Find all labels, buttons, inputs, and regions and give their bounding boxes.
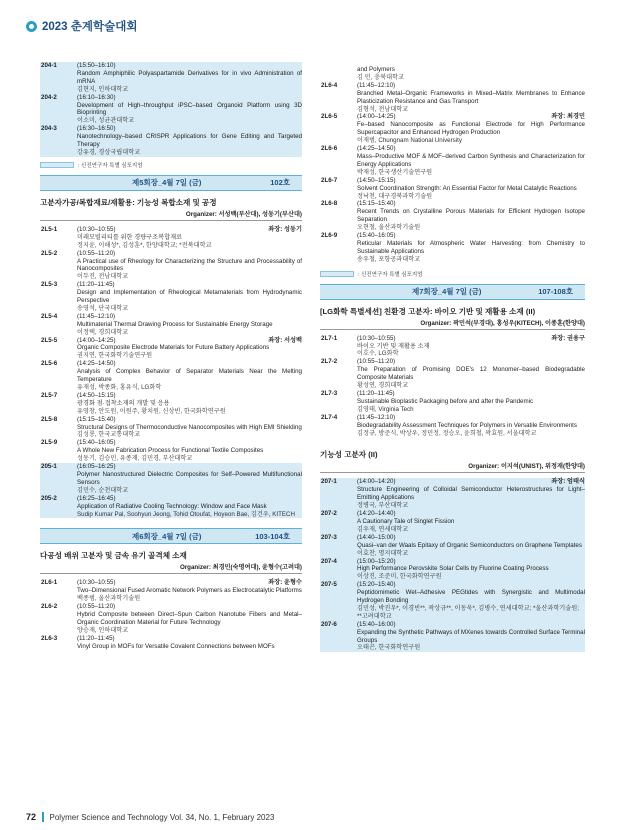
entry-time: (11:45–12:10) — [357, 81, 396, 89]
entry-body — [357, 534, 585, 558]
entry-time-row — [77, 495, 302, 503]
entry-time: (14:00–14:25) — [357, 113, 396, 121]
entry-authors: 오현철, 울산과학기술원 — [357, 224, 421, 232]
entry-code: 2L5-9 — [41, 439, 58, 447]
entry-title: Expanding the Synthetic Pathways of MXenes towards Controlled Surface Terminal Groups — [357, 628, 585, 644]
session-5-entries — [40, 226, 302, 519]
session-band-7 — [320, 284, 585, 300]
entry-code: 207-3 — [321, 533, 337, 541]
entry-code: 2L5-7 — [41, 391, 58, 399]
entry-code: 2L6-2 — [41, 603, 58, 611]
entry-time: (11:45–12:10) — [77, 312, 116, 320]
entry-time-row — [77, 281, 302, 289]
entry-title: Analysis of Complex Behavior of Separator Materials Near the Melting Temperature — [77, 368, 302, 384]
entry-time-row — [357, 534, 585, 542]
entry-code: 2L6-7 — [321, 176, 338, 184]
entry-body — [357, 200, 585, 232]
entry-authors: 김민성, 박진우*, 이경빈**, 곽상규**, 이동욱*, 김병수, 연세대학교; *울산과학기술원; **고려대학교 — [357, 604, 579, 620]
entry-title: 미래모빌리티를 위한 경량구조복합재료 — [77, 233, 183, 241]
entry-time: (15:20–15:40) — [357, 581, 396, 589]
entry-title: Multimaterial Thermal Drawing Process for Sustainable Energy Storage — [77, 320, 273, 328]
entry-authors: 황성연, 경희대학교 — [357, 382, 409, 390]
band-title: 제7회장_4월 7일 (금) — [412, 287, 482, 297]
session-organizer: Organizer: 곽민석(부경대), 홍성우(KITECH), 이종훈(한양대) — [320, 318, 585, 330]
entry-time: (16:25–16:45) — [77, 494, 116, 502]
program-entry — [320, 232, 585, 264]
entry-code: 2L5-2 — [41, 249, 58, 257]
program-entry — [320, 82, 585, 114]
entry-title: Mass–Productive MOF & MOF–derived Carbon Synthesis and Characterization for Energy Applications — [357, 152, 585, 168]
entry-body — [357, 145, 585, 177]
entry-title: Organic Composite Electrode Materials for Future Battery Applications — [77, 344, 270, 352]
entry-time: (15:40–16:05) — [77, 439, 116, 447]
entry-authors: 정병국, 부산대학교 — [357, 502, 409, 510]
entry-authors: 김성룡, 한국교통대학교 — [77, 431, 141, 439]
program-entry — [40, 360, 302, 392]
program-entry — [320, 335, 585, 359]
entry-title: Nanotechnology–based CRISPR Applications for Gene Editing and Targeted Therapy — [77, 133, 302, 149]
entry-body — [357, 621, 585, 653]
entry-authors: 김현지, 인하대학교 — [77, 85, 129, 93]
session-title: 고분자가공/복합재료/재활용: 기능성 복합소재 및 공정 — [40, 197, 217, 207]
legend-swatch — [40, 162, 74, 168]
entry-time: (15:50–16:10) — [77, 62, 116, 69]
entry-title: Polymer Nanostructured Dielectric Composites for Self–Powered Multifunctional Sensors — [77, 470, 302, 486]
entry-authors: 이상진, 조준미, 한국화학연구원 — [357, 573, 442, 581]
entry-body — [77, 392, 302, 416]
entry-code: 207-5 — [321, 581, 337, 589]
entry-time-row — [77, 360, 302, 368]
entry-code: 2L5-1 — [41, 225, 58, 233]
entry-time-row — [77, 62, 302, 70]
entry-body — [357, 66, 585, 82]
entry-code: 2L6-9 — [321, 232, 338, 240]
entry-authors: 김형석, 전남대학교 — [357, 105, 409, 113]
entry-title: Peptidomimetic Wet–Adhesive PEGtides with Synergistic and Multimodal Hydrogen Bonding — [357, 589, 585, 605]
program-entry — [40, 125, 302, 157]
entry-authors: 유재성, 박종화, 홍유식, LG화학 — [77, 384, 162, 391]
entry-time-row — [357, 113, 585, 121]
entry-time-row — [77, 439, 302, 447]
program-entry — [40, 635, 302, 651]
entry-time-row — [357, 335, 585, 343]
entry-time: (11:20–11:45) — [77, 281, 115, 289]
entry-code: 207-6 — [321, 620, 337, 628]
entry-time-row — [77, 94, 302, 102]
entry-authors: 성동기, 김승민, 유종재, 김민경, 부산대학교 — [77, 455, 193, 463]
entry-time: (10:55–11:20) — [77, 603, 116, 611]
entry-body — [357, 358, 585, 390]
entry-time: (15:40–16:05) — [357, 232, 396, 240]
entry-code: 207-2 — [321, 510, 337, 518]
program-entry — [320, 390, 585, 414]
entry-time: (16:05–16:25) — [77, 463, 116, 471]
session-chair: 좌장: 윤형수 — [268, 579, 302, 587]
entry-code: 2L6-6 — [321, 145, 338, 153]
entry-time-row — [357, 621, 585, 629]
legend-label: : 신진연구자 특별 심포지엄 — [358, 271, 423, 278]
entry-time-row — [357, 390, 585, 398]
entry-body — [357, 414, 585, 438]
entry-body — [357, 177, 585, 201]
entry-title: Sustainable Bioplastic Packaging before and after the Pandemic — [357, 397, 534, 405]
session-chair: 좌장: 엄태식 — [551, 478, 585, 486]
entry-code: 2L7-3 — [321, 390, 338, 397]
entry-authors: 이효찬, 명지대학교 — [357, 549, 409, 557]
entry-body — [77, 463, 302, 495]
entry-time: (16:10–16:30) — [77, 93, 116, 101]
session-title: 기능성 고분자 (II) — [320, 450, 378, 460]
entry-time-row — [77, 337, 302, 345]
entry-time: (14:40–15:00) — [357, 533, 396, 541]
program-entry — [40, 603, 302, 635]
session-title: [LG화학 특별세션] 친환경 고분자: 바이오 기반 및 재활용 소재 (II) — [320, 306, 536, 316]
entry-title: Random Amphiphilic Polyaspartamide Derivatives for in vivo Administration of mRNA — [77, 69, 302, 85]
band-rooms: 103-104호 — [255, 531, 290, 541]
program-entry — [320, 414, 585, 438]
entry-code: 207-1 — [321, 478, 337, 486]
entry-code: 2L6-8 — [321, 200, 338, 208]
session-chair: 좌장: 권용구 — [551, 334, 585, 342]
program-entry — [320, 534, 585, 558]
entry-title: Branched Metal–Organic Frameworks in Mixed–Matrix Membranes to Enhance Plasticization Resistance and Gas Transport — [357, 89, 585, 105]
entry-body — [357, 581, 585, 621]
entry-body — [77, 416, 302, 440]
session-chair: 좌장: 성동기 — [268, 225, 302, 233]
entry-code: 207-4 — [321, 557, 337, 565]
program-entry — [40, 250, 302, 282]
entry-time: (14:50–15:15) — [77, 391, 116, 399]
entry-authors: 송우철, 포항공과대학교 — [357, 255, 421, 263]
program-entry — [40, 495, 302, 519]
legend-swatch — [320, 271, 354, 277]
entry-time-row — [77, 635, 302, 643]
entry-code: 2L6-3 — [41, 634, 58, 642]
entry-authors: 강유경, 경상국립대학교 — [77, 148, 141, 156]
entry-title: Structure Engineering of Colloidal Semiconductor Heterostructures for Light–Emitting Applications — [357, 486, 585, 502]
entry-body — [357, 390, 585, 414]
top-entries — [40, 62, 302, 157]
entry-body — [77, 313, 302, 337]
entry-body — [77, 94, 302, 126]
entry-time: (15:15–15:40) — [77, 415, 116, 423]
session-7b-entries — [320, 478, 585, 652]
entry-time: (11:20–11:45) — [77, 634, 115, 642]
entry-time-row — [77, 250, 302, 258]
legend — [40, 161, 302, 169]
entry-authors: 권지연, 한국화학기술연구원 — [77, 352, 153, 360]
entry-title: Reticular Materials for Atmospheric Water Harvesting: from Chemistry to Sustainable Applications — [357, 239, 585, 255]
entry-code: 2L5-8 — [41, 415, 58, 423]
entry-title: A Practical use of Rheology for Characterizing the Structure and Processability of Nanocomposites — [77, 257, 302, 273]
entry-time: (10:30–10:55) — [77, 225, 116, 233]
entry-authors: 이두진, 전남대학교 — [77, 273, 129, 281]
band-rooms: 107-108호 — [538, 287, 573, 297]
program-entry — [320, 358, 585, 390]
entry-authors: 김 민, 충북대학교 — [357, 73, 404, 81]
entry-authors: 박재성, 한국생산기술연구원 — [357, 168, 433, 176]
entry-title: 광경화 점·접착소재의 개발 및 응용 — [77, 399, 170, 407]
program-entry — [320, 581, 585, 621]
entry-body — [77, 635, 302, 651]
entry-code: 2L5-3 — [41, 281, 58, 289]
entry-authors: 정낙천, 대구경북과학기술원 — [357, 192, 433, 200]
entry-time: (10:55–11:20) — [77, 249, 116, 257]
entry-code: 205-1 — [41, 463, 57, 471]
right-column — [320, 66, 585, 652]
entry-code: 2L5-5 — [41, 336, 58, 344]
entry-body — [357, 82, 585, 114]
entry-title: Hybrid Composite between Direct–Spun Carbon Nanotube Fibers and Metal–Organic Coordination Material for Future Technology — [77, 611, 302, 626]
entry-body — [77, 603, 302, 635]
entry-body — [77, 226, 302, 250]
entry-body — [77, 495, 302, 519]
entry-body — [77, 250, 302, 282]
entry-body — [77, 439, 302, 463]
entry-authors: 김정규, 방준식, 박상우, 정민정, 정승오, 윤희철, 곽효원, 서울대학교 — [357, 429, 537, 437]
entry-code: 2L6-1 — [41, 579, 58, 587]
entry-authors: 이소미, 성균관대학교 — [77, 117, 135, 125]
entry-title: Structural Designs of Thermoconductive Nanocomposites with High EMI Shielding — [77, 423, 302, 431]
entry-body — [77, 281, 302, 313]
entry-time: (10:30–10:55) — [357, 334, 396, 342]
program-entry — [40, 579, 302, 603]
page-number: 72 — [26, 812, 37, 822]
entry-title: Design and Implementation of Rheological Metamaterials from Hydrodynamic Perspective — [77, 289, 302, 305]
entry-time: (14:00–14:25) — [77, 336, 116, 344]
entry-title: High Performance Perovskite Solar Cells by Fluorine Coating Process — [357, 565, 549, 573]
entry-time: (14:25–14:50) — [77, 360, 116, 368]
entry-time: (11:45–12:10) — [357, 413, 396, 421]
entry-title: Two–Dimensional Fused Aromatic Network Polymers as Electrocatalytic Platforms — [77, 587, 302, 595]
entry-body — [357, 335, 585, 359]
program-entry — [320, 510, 585, 534]
session-organizer: Organizer: 서성백(부산대), 성동기(부산대) — [40, 209, 302, 221]
program-entry — [40, 313, 302, 337]
band-rooms: 102호 — [270, 178, 290, 188]
session-chair: 좌장: 최경민 — [551, 113, 585, 121]
entry-code: 2L5-4 — [41, 312, 58, 320]
entry-authors: 김영태, Virginia Tech — [357, 405, 414, 413]
entry-body — [357, 558, 585, 582]
session-title: 다공성 배위 고분자 및 금속 유기 골격체 소재 — [40, 551, 187, 561]
entry-time-row — [357, 177, 585, 185]
conference-title: 2023 춘계학술대회 — [42, 21, 138, 33]
entry-title: Development of High–throughput iPSC–based Organoid Platform using 3D Bioprinting — [77, 101, 302, 117]
entry-authors: 김우재, 연세대학교 — [357, 525, 409, 533]
entry-time-row — [77, 416, 302, 424]
program-entry — [40, 337, 302, 361]
entry-body — [357, 510, 585, 534]
entry-title: and Polymers — [357, 66, 395, 73]
entry-title: Recent Trends on Crystalline Porous Materials for Efficient Hydrogen Isotope Separation — [357, 208, 585, 224]
entry-code: 2L5-6 — [41, 360, 58, 368]
entry-time: (11:20–11:45) — [357, 390, 395, 397]
entry-authors: 정지윤, 이해성*, 김성훈*, 한양대학교; *전북대학교 — [77, 241, 212, 249]
program-entry — [320, 66, 585, 82]
program-entry — [40, 392, 302, 416]
bullet-icon — [26, 21, 37, 32]
entry-body — [77, 360, 302, 392]
entry-authors: 이재범, Chungnam National University — [357, 137, 462, 145]
entry-code — [320, 66, 357, 82]
session-organizer: Organizer: 최경민(숙명여대), 윤형수(고려대) — [40, 562, 302, 574]
entry-time-row — [77, 579, 302, 587]
program-entry — [40, 226, 302, 250]
entry-time: (14:00–14:20) — [357, 478, 396, 486]
entry-code: 2L7-1 — [321, 334, 338, 342]
entry-time: (10:30–10:55) — [77, 579, 116, 587]
entry-time: (16:30–16:50) — [77, 125, 116, 133]
entry-time-row — [77, 125, 302, 133]
entry-code: 204-1 — [41, 62, 57, 69]
entry-authors: Sudip Kumar Pal, Soohyun Jeong, Tohid Otoufat, Hoyeon Bae, 김건우, KITECH — [77, 510, 295, 518]
entry-time-row — [357, 558, 585, 566]
program-entry — [40, 463, 302, 495]
entry-time: (15:00–15:20) — [357, 557, 396, 565]
session-chair: 좌장: 서성백 — [268, 336, 302, 344]
band-title: 제5회장_4월 7일 (금) — [132, 178, 202, 188]
entry-time: (10:55–11:20) — [357, 358, 396, 366]
entry-title: Application of Radiative Cooling Technology: Window and Face Mask — [77, 502, 267, 510]
program-entry — [40, 281, 302, 313]
entry-authors: 이호수, LG화학 — [357, 350, 399, 358]
legend-label: : 신진연구자 특별 심포지엄 — [78, 162, 143, 169]
entry-time-row — [357, 478, 585, 486]
program-entry — [320, 145, 585, 177]
entry-time-row — [77, 603, 302, 611]
entry-time-row — [77, 226, 302, 234]
entry-code: 2L6-5 — [321, 113, 338, 121]
entry-time-row — [357, 414, 585, 422]
entry-code: 2L7-2 — [321, 358, 338, 366]
entry-code: 2L6-4 — [321, 81, 338, 89]
entry-time-row — [357, 581, 585, 589]
entry-code: 2L7-4 — [321, 413, 338, 421]
entry-title: Vinyl Group in MOFs for Versatile Covalent Connections between MOFs — [77, 642, 275, 650]
program-entry — [320, 113, 585, 145]
entry-time-row — [77, 392, 302, 400]
entry-title: A Whole New Fabrication Process for Functional Textile Composites — [77, 447, 264, 455]
entry-code: 205-2 — [41, 494, 57, 502]
left-column — [40, 62, 302, 651]
entry-title: Quasi–van der Waals Epitaxy of Organic Semiconductors on Graphene Templates — [357, 541, 582, 549]
program-entry — [40, 416, 302, 440]
session-6-entries — [40, 579, 302, 650]
entry-body — [77, 579, 302, 603]
legend — [320, 270, 585, 278]
entry-authors: 송영석, 단국대학교 — [77, 304, 129, 312]
entry-time-row — [357, 358, 585, 366]
entry-time: (14:50–15:15) — [357, 176, 396, 184]
journal-citation: Polymer Science and Technology Vol. 34, No. 1, February 2023 — [49, 812, 275, 822]
entry-title: Biodegradability Assessment Techniques for Polymers in Versatile Environments — [357, 421, 577, 429]
entry-authors: 백종범, 울산과학기술원 — [77, 595, 141, 603]
session-band-5 — [40, 175, 302, 191]
entry-time: (15:40–16:00) — [357, 620, 396, 628]
program-entry — [40, 94, 302, 126]
entry-code: 204-2 — [41, 93, 57, 101]
session-7-entries — [320, 335, 585, 438]
program-entry — [320, 558, 585, 582]
entry-time-row — [357, 145, 585, 153]
entry-authors: 오태곤, 한국화학연구원 — [357, 644, 421, 652]
entry-time-row — [357, 200, 585, 208]
program-entry — [320, 177, 585, 201]
continued-entries — [320, 66, 585, 264]
entry-authors: 김민수, 순천대학교 — [77, 486, 129, 494]
entry-body — [357, 232, 585, 264]
entry-body — [357, 113, 585, 145]
entry-authors: 이정택, 경희대학교 — [77, 328, 129, 336]
entry-time: (15:15–15:40) — [357, 200, 396, 208]
entry-time-row — [77, 313, 302, 321]
entry-title: 바이오 기반 및 재활용 소재 — [357, 342, 430, 350]
program-entry — [320, 478, 585, 510]
entry-authors: 유영창, 안도원, 이원주, 황치원, 신상빈, 한국화학연구원 — [77, 407, 226, 415]
entry-time-row — [357, 232, 585, 240]
entry-title: The Preparation of Promising DOE's 12 Monomer–based Biodegradable Composite Materials — [357, 366, 585, 382]
entry-time: (14:20–14:40) — [357, 510, 396, 518]
entry-body — [357, 478, 585, 510]
entry-time-row — [357, 510, 585, 518]
page-header — [26, 16, 137, 36]
entry-time-row — [77, 463, 302, 471]
program-entry — [40, 439, 302, 463]
program-entry — [320, 621, 585, 653]
footer-divider — [42, 812, 44, 822]
band-title: 제6회장_4월 7일 (금) — [132, 531, 202, 541]
entry-title: Fe–based Nanocomposite as Functional Electrode for High Performance Supercapacitor and Enhanced Hydrogen Production — [357, 121, 585, 137]
entry-body — [77, 125, 302, 157]
session-organizer: Organizer: 이지석(UNIST), 위정재(한양대) — [320, 461, 585, 473]
entry-body — [77, 337, 302, 361]
entry-title: Solvent Coordination Strength: An Essential Factor for Metal Catalytic Reactions — [357, 184, 577, 192]
page-footer — [26, 812, 274, 822]
entry-title: A Cautionary Tale of Singlet Fission — [357, 517, 455, 525]
session-band-6 — [40, 528, 302, 544]
entry-time: (14:25–14:50) — [357, 145, 396, 153]
entry-body — [77, 62, 302, 94]
entry-authors: 양승재, 인하대학교 — [77, 626, 129, 634]
program-entry — [320, 200, 585, 232]
entry-time-row — [357, 82, 585, 90]
program-entry — [40, 62, 302, 94]
entry-code: 204-3 — [41, 125, 57, 133]
